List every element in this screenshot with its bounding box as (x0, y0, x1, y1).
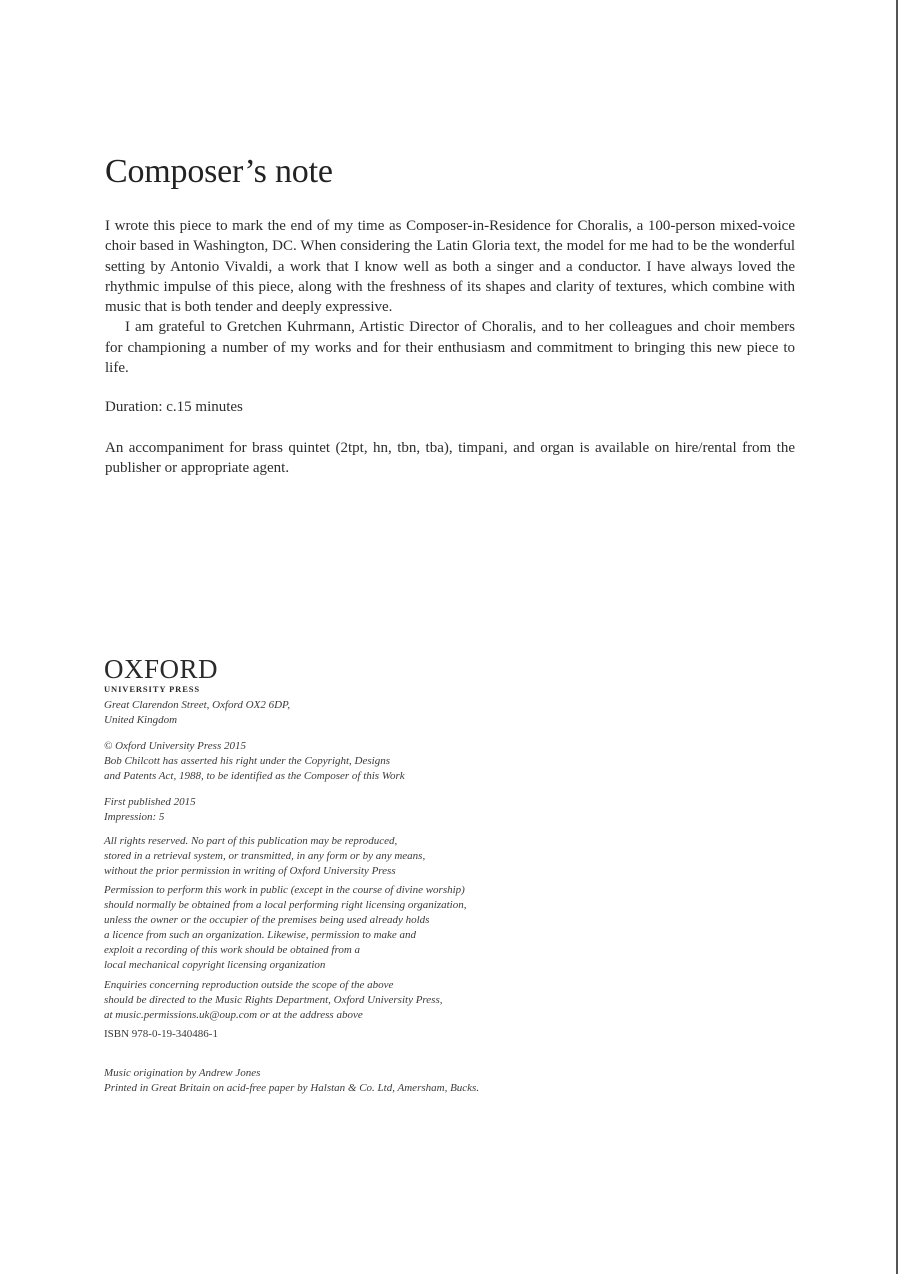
duration-line (105, 397, 795, 417)
enquiries-line: Enquiries concerning reproduction outside the scope of the above (104, 979, 394, 991)
copyright-line: Bob Chilcott has asserted his right under the Copyright, Designs (104, 755, 390, 767)
permission-line: should normally be obtained from a local performing right licensing organization, (104, 899, 467, 911)
permission-line: Permission to perform this work in public (except in the course of divine worship) (104, 884, 465, 896)
rights-block (104, 834, 425, 879)
page-title: Composer’s note (105, 153, 333, 190)
logo-wordmark: OXFORD (104, 654, 219, 684)
copyright-line: © Oxford University Press 2015 (104, 740, 246, 752)
publication-info (104, 795, 196, 825)
rights-line: without the prior permission in writing of Oxford University Press (104, 865, 396, 877)
rights-line: All rights reserved. No part of this publication may be reproduced, (104, 835, 398, 847)
composer-note (105, 216, 795, 378)
printer-line: Printed in Great Britain on acid-free paper by Halstan & Co. Ltd, Amersham, Bucks. (104, 1082, 480, 1094)
oxford-logo (104, 656, 218, 694)
performance-permission-block (104, 883, 466, 973)
publisher-imprint (104, 654, 624, 1094)
duration-text: Duration: c.15 minutes (105, 399, 243, 415)
note-paragraph-2: I am grateful to Gretchen Kuhrmann, Artistic Director of Choralis, and to her colleagues and choir members for championing a number of my works and for their enthusiasm and commitment to bringing this new piece to life. (105, 319, 795, 377)
enquiries-line: should be directed to the Music Rights Department, Oxford University Press, (104, 994, 443, 1006)
copyright-line: and Patents Act, 1988, to be identified as the Composer of this Work (104, 770, 405, 782)
first-published: First published 2015 (104, 796, 196, 808)
enquiries-block (104, 978, 443, 1023)
permission-line: local mechanical copyright licensing organization (104, 959, 326, 971)
note-paragraph-1: I wrote this piece to mark the end of my time as Composer-in-Residence for Choralis, a 100-person mixed-voice choir based in Washington, DC. When considering the Latin Gloria text, the model for me had to be the wonderful setting by Antonio Vivaldi, a work that I know well as both a singer and a conductor. I have always loved the rhythmic impulse of this piece, along with the freshness of its shapes and clarity of textures, which combine with music that is both tender and deeply expressive. (105, 218, 795, 316)
address-line: Great Clarendon Street, Oxford OX2 6DP, (104, 699, 291, 711)
logo-subtitle: UNIVERSITY PRESS (104, 684, 201, 694)
publisher-address (104, 698, 290, 728)
rights-line: stored in a retrieval system, or transmitted, in any form or by any means, (104, 850, 426, 862)
enquiries-line: at music.permissions.uk@oup.com or at the address above (104, 1009, 363, 1021)
permission-line: a licence from such an organization. Likewise, permission to make and (104, 929, 417, 941)
origination-block (104, 1066, 479, 1096)
isbn: ISBN 978-0-19-340486-1 (104, 1028, 218, 1040)
impression: Impression: 5 (104, 811, 165, 823)
permission-line: unless the owner or the occupier of the premises being used already holds (104, 914, 430, 926)
accompaniment-note (105, 438, 795, 479)
address-line: United Kingdom (104, 714, 178, 726)
copyright-block (104, 739, 405, 784)
permission-line: exploit a recording of this work should be obtained from a (104, 944, 361, 956)
accompaniment-text: An accompaniment for brass quintet (2tpt, hn, tbn, tba), timpani, and organ is available on hire/rental from the publisher or appropriate agent. (105, 440, 795, 477)
origination-line: Music origination by Andrew Jones (104, 1067, 261, 1079)
